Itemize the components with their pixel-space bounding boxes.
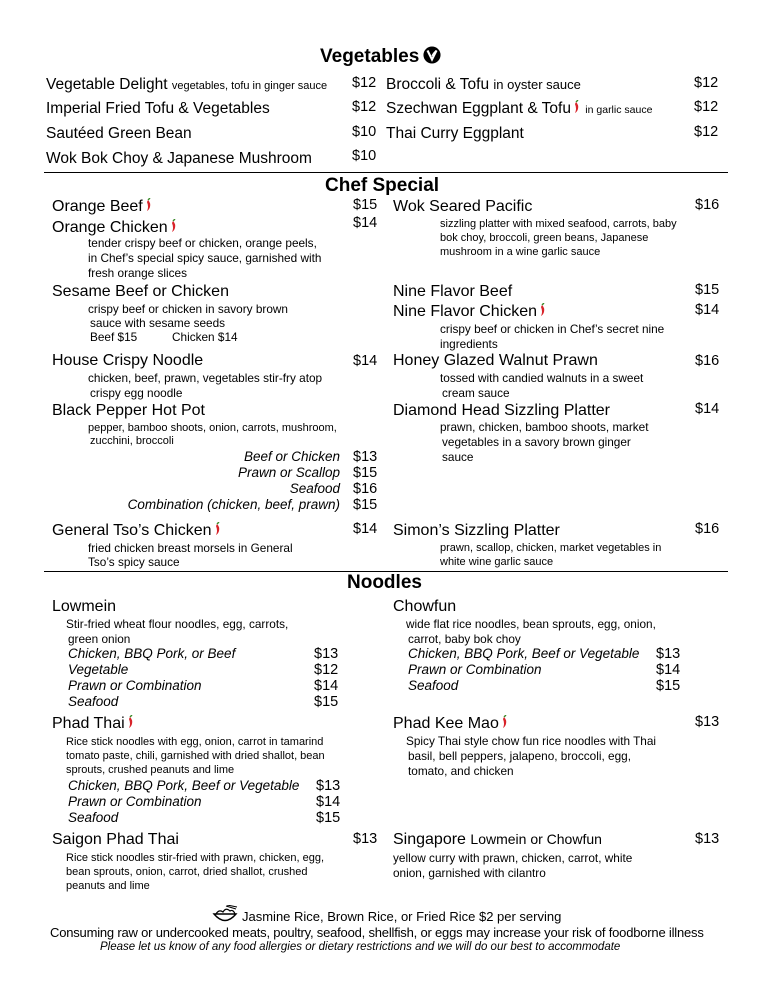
item-desc: fresh orange slices xyxy=(88,266,188,280)
item-name: Wok Seared Pacific xyxy=(393,198,533,215)
item-price: $14 xyxy=(353,521,378,537)
item-desc: pepper, bamboo shoots, onion, carrots, mushroom, xyxy=(88,422,337,434)
menu-item-orange-chicken xyxy=(52,219,178,237)
option-label: Prawn or Scallop xyxy=(237,465,340,480)
option-price: $13 xyxy=(353,449,378,465)
item-desc: bok choy, broccoli, green beans, Japanese xyxy=(440,232,649,244)
item-desc: vegetables, tofu in ginger sauce xyxy=(171,80,328,92)
chili-pepper-icon xyxy=(573,100,581,114)
item-desc: peanuts and lime xyxy=(66,880,150,892)
menu-item-singapore xyxy=(393,831,602,849)
section-title-vegetables: Vegetables xyxy=(320,46,441,68)
item-desc: Tso’s spicy sauce xyxy=(88,555,180,569)
option-label: Seafood xyxy=(289,481,340,496)
option-price: $15 xyxy=(656,678,681,694)
item-desc: carrot, baby bok choy xyxy=(408,632,521,646)
item-desc: green onion xyxy=(68,632,131,646)
item-name: Black Pepper Hot Pot xyxy=(52,402,205,419)
item-name: Diamond Head Sizzling Platter xyxy=(393,402,610,419)
item-desc: mushroom in a wine garlic sauce xyxy=(440,246,601,258)
item-name: Singapore xyxy=(393,831,466,848)
item-price: $13 xyxy=(695,831,720,847)
item-desc: in oyster sauce xyxy=(493,77,581,92)
item-desc: wide flat rice noodles, bean sprouts, egg, onion, xyxy=(406,617,656,631)
item-desc: crispy beef or chicken in savory brown xyxy=(88,302,288,316)
option-label: Chicken, BBQ Pork, Beef or Vegetable xyxy=(68,778,300,793)
menu-item-phad-thai xyxy=(52,715,135,733)
item-desc: Stir-fried wheat flour noodles, egg, carrots, xyxy=(66,617,289,631)
option-price: $16 xyxy=(353,481,378,497)
option-price: $15 xyxy=(316,810,341,826)
item-name: Wok Bok Choy & Japanese Mushroom xyxy=(46,150,312,167)
item-price: $13 xyxy=(353,831,378,847)
item-desc: sizzling platter with mixed seafood, carrots, baby xyxy=(440,218,677,230)
item-price: $16 xyxy=(695,521,720,537)
chili-pepper-icon xyxy=(127,715,135,729)
item-price: $12 xyxy=(694,124,719,140)
item-name: Sesame Beef or Chicken xyxy=(52,283,229,300)
item-price: $15 xyxy=(695,282,720,298)
item-name: Lowmein xyxy=(52,598,117,615)
item-name: Thai Curry Eggplant xyxy=(386,125,524,142)
item-desc: prawn, chicken, bamboo shoots, market xyxy=(440,420,649,434)
item-name: Sautéed Green Bean xyxy=(46,125,192,142)
option-label: Prawn or Combination xyxy=(408,662,542,677)
item-price: $12 xyxy=(694,99,719,115)
option-label: Vegetable xyxy=(68,662,129,677)
item-name: Vegetable Delight xyxy=(46,76,168,93)
section-title-noodles: Noodles xyxy=(347,572,422,593)
item-desc: vegetables in a savory brown ginger xyxy=(442,435,631,449)
item-name: Nine Flavor Chicken xyxy=(393,303,538,320)
item-price: $10 xyxy=(352,124,377,140)
item-name: House Crispy Noodle xyxy=(52,352,204,369)
item-desc: yellow curry with prawn, chicken, carrot, white xyxy=(393,851,633,865)
item-name: Simon’s Sizzling Platter xyxy=(393,522,560,539)
option-label: Combination (chicken, beef, prawn) xyxy=(127,497,340,512)
item-name: Phad Kee Mao xyxy=(393,715,499,732)
item-name: Phad Thai xyxy=(52,715,125,732)
item-price: $12 xyxy=(352,75,377,91)
item-name: Orange Beef xyxy=(52,198,143,215)
footer-warning: Consuming raw or undercooked meats, poultry, seafood, shellfish, or eggs may increase your risk of foodborne illness xyxy=(50,925,704,940)
item-price: $16 xyxy=(695,353,720,369)
option-price: $13 xyxy=(656,646,681,662)
item-price: $14 xyxy=(353,215,378,231)
item-desc: sauce xyxy=(442,450,474,464)
chili-pepper-icon xyxy=(145,198,153,212)
item-desc: Rice stick noodles with egg, onion, carrot in tamarind xyxy=(66,736,324,748)
option-label: Seafood xyxy=(68,810,119,825)
item-price: $16 xyxy=(695,197,720,213)
option-price: $15 xyxy=(314,694,339,710)
item-desc: ingredients xyxy=(440,337,498,351)
item-price: $10 xyxy=(352,148,377,164)
footer-rice xyxy=(212,905,561,925)
item-desc: crispy egg noodle xyxy=(90,386,183,400)
chili-pepper-icon xyxy=(539,303,547,317)
item-price: $14 xyxy=(353,353,378,369)
item-desc: tender crispy beef or chicken, orange peels, xyxy=(88,236,317,250)
item-price: $13 xyxy=(695,714,720,730)
item-desc: chicken, beef, prawn, vegetables stir-fry atop xyxy=(88,371,323,385)
item-price: $14 xyxy=(695,401,720,417)
option-label: Chicken, BBQ Pork, Beef or Vegetable xyxy=(408,646,640,661)
item-desc: tossed with candied walnuts in a sweet xyxy=(440,371,644,385)
option-label: Beef or Chicken xyxy=(243,449,340,464)
menu-item-broccoli-tofu xyxy=(386,76,581,94)
option-price: $14 xyxy=(316,794,341,810)
item-desc: tomato, and chicken xyxy=(408,764,514,778)
item-desc: bean sprouts, onion, carrot, dried shallot, crushed xyxy=(66,866,308,878)
item-name: Szechwan Eggplant & Tofu xyxy=(386,100,571,117)
section-title-chef-special: Chef Special xyxy=(325,175,440,196)
option-price: $12 xyxy=(314,662,339,678)
menu-item-nine-flavor-chicken xyxy=(393,303,547,321)
option-price: $13 xyxy=(314,646,339,662)
item-desc: basil, bell peppers, jalapeno, broccoli, egg, xyxy=(408,749,631,763)
rice-bowl-icon xyxy=(212,905,238,925)
item-desc: in Chef’s special spicy sauce, garnished with xyxy=(88,251,322,265)
item-desc: Rice stick noodles stir-fried with prawn, chicken, egg, xyxy=(66,852,324,864)
item-desc: crispy beef or chicken in Chef’s secret nine xyxy=(440,322,665,336)
chili-pepper-icon xyxy=(501,715,509,729)
option-label: Chicken, BBQ Pork, or Beef xyxy=(68,646,236,661)
item-name: General Tso’s Chicken xyxy=(52,522,212,539)
item-name: Orange Chicken xyxy=(52,219,168,236)
item-name: Chowfun xyxy=(393,598,457,615)
item-desc: in garlic sauce xyxy=(585,104,653,116)
item-name: Nine Flavor Beef xyxy=(393,283,513,300)
item-name: Honey Glazed Walnut Prawn xyxy=(393,352,598,369)
item-desc: fried chicken breast morsels in General xyxy=(88,541,293,555)
option-price: $15 xyxy=(353,497,378,513)
item-desc: white wine garlic sauce xyxy=(440,556,554,568)
item-name: Broccoli & Tofu xyxy=(386,76,490,93)
option-label: Prawn or Combination xyxy=(68,678,202,693)
option-price: $13 xyxy=(316,778,341,794)
item-desc: sauce with sesame seeds xyxy=(90,316,226,330)
item-price: Beef $15 xyxy=(90,330,138,344)
item-desc: onion, garnished with cilantro xyxy=(393,866,546,880)
item-desc: tomato paste, chili, garnished with dried shallot, bean xyxy=(66,750,325,762)
section-divider xyxy=(44,172,728,173)
option-label: Seafood xyxy=(68,694,119,709)
option-price: $15 xyxy=(353,465,378,481)
menu-item-phad-kee-mao xyxy=(393,715,509,733)
item-name: Imperial Fried Tofu & Vegetables xyxy=(46,100,270,117)
item-subtitle: Lowmein or Chowfun xyxy=(470,831,602,847)
chili-pepper-icon xyxy=(214,522,222,536)
item-desc: Spicy Thai style chow fun rice noodles with Thai xyxy=(406,734,657,748)
footer-allergy: Please let us know of any food allergies or dietary restrictions and we will do our best to accommodate xyxy=(100,941,621,953)
option-price: $14 xyxy=(656,662,681,678)
menu-item-szechwan-eggplant xyxy=(386,100,652,118)
item-price: $12 xyxy=(352,99,377,115)
vegetarian-leaf-icon xyxy=(423,46,441,64)
item-price: Chicken $14 xyxy=(172,330,238,344)
menu-item-vegetable-delight xyxy=(46,76,327,94)
option-label: Seafood xyxy=(408,678,459,693)
item-price: $14 xyxy=(695,302,720,318)
menu-item-general-tso xyxy=(52,522,222,540)
item-name: Saigon Phad Thai xyxy=(52,831,179,848)
option-price: $14 xyxy=(314,678,339,694)
item-desc: cream sauce xyxy=(442,386,510,400)
item-price: $15 xyxy=(353,197,378,213)
item-desc: sprouts, crushed peanuts and lime xyxy=(66,764,235,776)
item-desc: zucchini, broccoli xyxy=(90,435,174,447)
rice-text: Jasmine Rice, Brown Rice, or Fried Rice $2 per serving xyxy=(242,909,562,924)
chili-pepper-icon xyxy=(170,219,178,233)
option-label: Prawn or Combination xyxy=(68,794,202,809)
item-price: $12 xyxy=(694,75,719,91)
menu-item-orange-beef xyxy=(52,198,153,216)
item-desc: prawn, scallop, chicken, market vegetables in xyxy=(440,542,662,554)
